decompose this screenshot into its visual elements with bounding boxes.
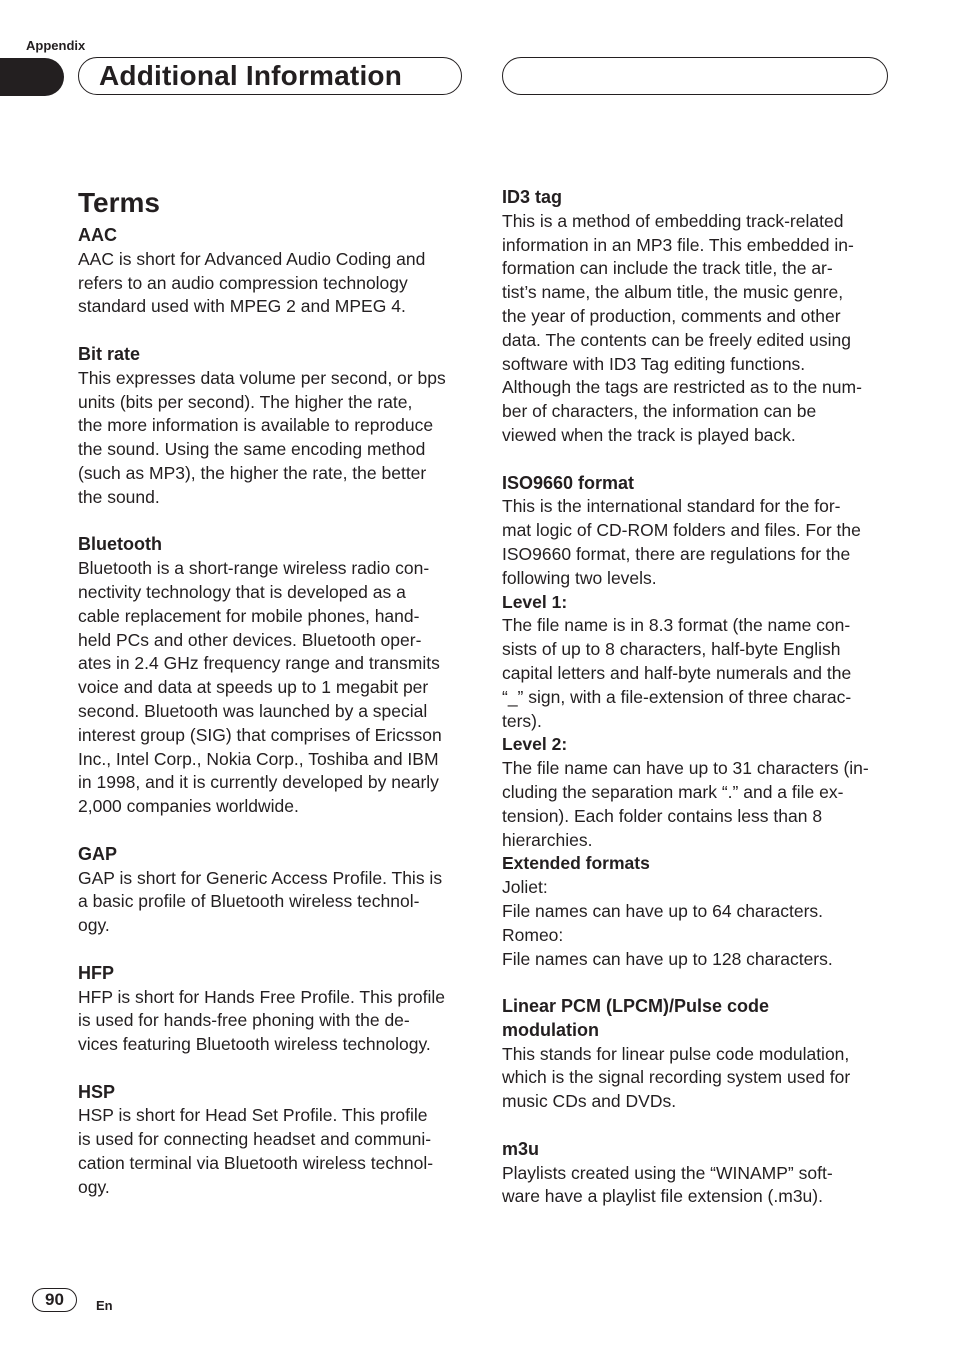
term-bit-rate [78, 343, 470, 510]
level1-body: The file name is in 8.3 format (the name con- sists of up to 8 characters, half-byte English capital letters and half-byte numerals and the “_” sign, with a file-extension of three charac- ters). [502, 615, 852, 731]
term-body: Bluetooth is a short-range wireless radio con- nectivity technology that is developed as a cable replacement for mobile phones, hand- held PCs and other devices. Bluetooth oper- ates in 2.4 GHz frequency range and transmits voice and data at speeds up to 1 megabit per second. Bluetooth was launched by a special interest group (SIG) that comprises of Ericsson Inc., Intel Corp., Nokia Corp., Toshiba and IBM in 1998, and it is currently developed by nearly 2,000 companies worldwide. [78, 558, 442, 817]
term-body: HSP is short for Head Set Profile. This profile is used for connecting headset and communi- cation terminal via Bluetooth wireless technol- ogy. [78, 1105, 434, 1197]
term-title: ISO9660 format [502, 472, 635, 493]
level1-title: Level 1: [502, 591, 568, 612]
term-body: This is the international standard for the for- mat logic of CD-ROM folders and files. For the ISO9660 format, there are regulations for the following two levels. [502, 496, 861, 588]
term-body: AAC is short for Advanced Audio Coding and refers to an audio compression technology standard used with MPEG 2 and MPEG 4. [78, 248, 426, 317]
term-body: This is a method of embedding track-related information in an MP3 file. This embedded in- formation can include the track title, the ar- tist’s name, the album title, the music genre, the year of production, comments and other data. The contents can be freely edited using software with ID3 Tag editing functions. Although the tags are restricted as to the num- ber of characters, the information can be viewed when the track is played back. [502, 210, 862, 445]
term-title: ID3 tag [502, 187, 563, 207]
term-title: Linear PCM (LPCM)/Pulse code modulation [502, 996, 770, 1040]
header-title: Additional Information [99, 60, 403, 91]
term-title: GAP [78, 843, 118, 864]
page-number: 90 [32, 1288, 77, 1312]
extended-formats-body: Joliet: File names can have up to 64 characters. Romeo: File names can have up to 128 characters. [502, 877, 833, 969]
right-column [502, 186, 894, 1233]
section-tab-marker [0, 58, 64, 96]
term-body: This stands for linear pulse code modulation, which is the signal recording system used for music CDs and DVDs. [502, 1043, 851, 1112]
term-title: Bluetooth [78, 534, 162, 555]
term-body: GAP is short for Generic Access Profile. This is a basic profile of Bluetooth wireless technol- ogy. [78, 867, 443, 936]
term-id3-tag [502, 186, 894, 448]
term-body: HFP is short for Hands Free Profile. This profile is used for hands-free phoning with the de- vices featuring Bluetooth wireless technology. [78, 986, 445, 1055]
level2-title: Level 2: [502, 734, 568, 755]
language-code: En [96, 1298, 113, 1313]
term-hfp [78, 962, 470, 1057]
level2-body: The file name can have up to 31 characters (in- cluding the separation mark “.” and a file ex- tension). Each folder contains less than 8 hierarchies. [502, 758, 869, 850]
term-title: HFP [78, 962, 114, 983]
term-lpcm [502, 995, 894, 1114]
term-iso9660 [502, 472, 894, 972]
left-column [78, 186, 470, 1223]
term-body: This expresses data volume per second, or bps units (bits per second). The higher the rate, the more information is available to reproduce the sound. Using the same encoding method (such as MP3), the higher the rate, the better the sound. [78, 367, 446, 507]
term-m3u [502, 1138, 894, 1209]
page-heading: Terms [78, 187, 160, 218]
term-bluetooth [78, 533, 470, 819]
term-aac [78, 224, 470, 319]
term-title: AAC [78, 225, 117, 245]
term-hsp [78, 1081, 470, 1200]
term-body: Playlists created using the “WINAMP” soft- ware have a playlist file extension (.m3u). [502, 1162, 833, 1207]
term-gap [78, 843, 470, 938]
term-title: Bit rate [78, 343, 141, 364]
extended-formats-title: Extended formats [502, 853, 650, 874]
term-title: m3u [502, 1138, 540, 1159]
term-title: HSP [78, 1081, 116, 1102]
header-title-pill [78, 57, 462, 95]
header-empty-pill [502, 57, 888, 95]
section-label: Appendix [26, 38, 86, 53]
